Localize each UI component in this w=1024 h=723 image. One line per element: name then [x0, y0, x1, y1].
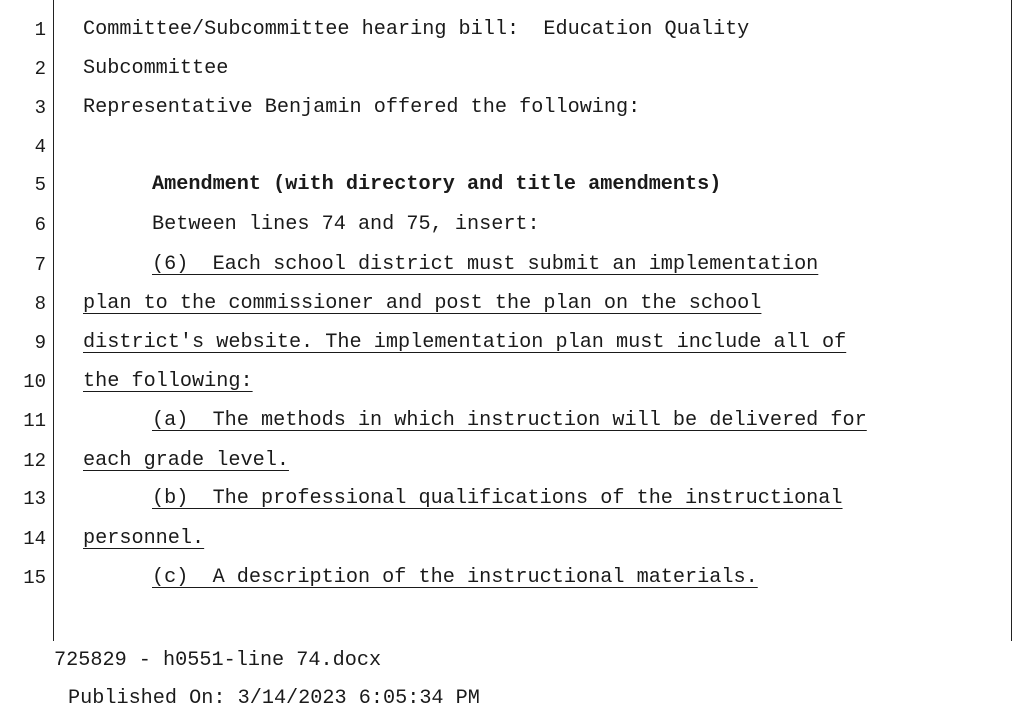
line-1: [0, 17, 1024, 43]
line-15: [0, 565, 1024, 591]
line-text: Representative Benjamin offered the following:: [83, 96, 641, 119]
line-text: Subcommittee: [83, 57, 229, 80]
inserted-text: (6) Each school district must submit an implementation: [152, 253, 819, 276]
line-14: [0, 526, 1024, 552]
line-3: [0, 95, 1024, 121]
inserted-text: each grade level.: [83, 449, 289, 472]
line-number: 11: [23, 410, 46, 432]
line-text: Committee/Subcommittee hearing bill: Education Quality: [83, 18, 750, 41]
line-13: [0, 486, 1024, 512]
line-number: 4: [34, 136, 46, 158]
line-2: [0, 56, 1024, 82]
inserted-text: plan to the commissioner and post the plan on the school: [83, 292, 762, 315]
line-7: [0, 252, 1024, 278]
line-number: 1: [34, 19, 46, 41]
line-11: [0, 408, 1024, 434]
line-number: 6: [34, 214, 46, 236]
line-9: [0, 330, 1024, 356]
line-8: [0, 291, 1024, 317]
line-number: 15: [23, 567, 46, 589]
line-number: 12: [23, 450, 46, 472]
line-number: 13: [23, 488, 46, 510]
line-number: 3: [34, 97, 46, 119]
line-number: 9: [34, 332, 46, 354]
line-10: [0, 369, 1024, 395]
line-number: 2: [34, 58, 46, 80]
inserted-text: personnel.: [83, 527, 205, 550]
line-number: 5: [34, 174, 46, 196]
footer-published: Published On: 3/14/2023 6:05:34 PM: [68, 687, 480, 710]
inserted-text: (c) A description of the instructional materials.: [152, 566, 758, 589]
line-number: 14: [23, 528, 46, 550]
line-number: 7: [34, 254, 46, 276]
line-text: Between lines 74 and 75, insert:: [152, 213, 540, 236]
line-4: [0, 134, 1024, 160]
line-number: 8: [34, 293, 46, 315]
footer-doc-id: 725829 - h0551-line 74.docx: [54, 649, 382, 672]
inserted-text: district's website. The implementation plan must include all of: [83, 331, 847, 354]
amendment-heading: Amendment (with directory and title amendments): [152, 173, 722, 196]
line-5: [0, 172, 1024, 198]
line-6: [0, 212, 1024, 238]
inserted-text: (b) The professional qualifications of the instructional: [152, 487, 843, 510]
line-number: 10: [23, 371, 46, 393]
line-12: [0, 448, 1024, 474]
inserted-text: (a) The methods in which instruction will be delivered for: [152, 409, 867, 432]
inserted-text: the following:: [83, 370, 253, 393]
